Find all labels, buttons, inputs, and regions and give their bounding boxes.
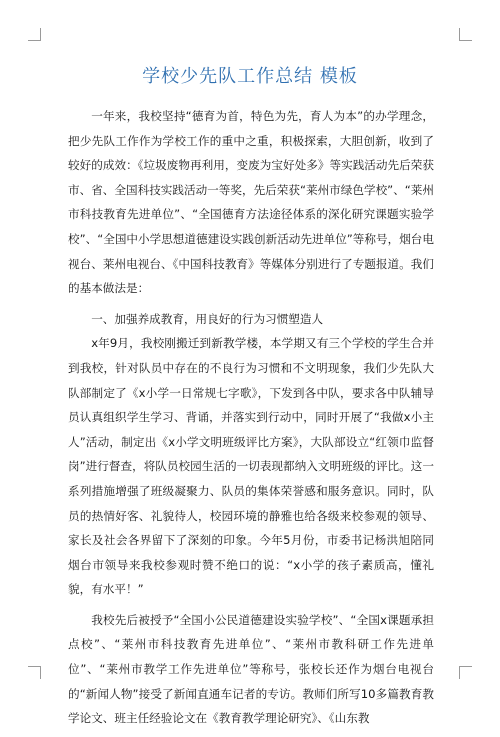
page-corner-mark-top-left	[28, 28, 41, 41]
document-title: 学校少先队工作总结 模板	[142, 66, 358, 87]
document-body	[68, 104, 434, 737]
body-paragraph: x年9月，我校刚搬迁到新教学楼，本学期又有三个学校的学生合并到我校，针对队员中存在的不良行为习惯和不文明现象，我们少先队大队部制定了《x小学一日常规七字歌》，下发到各中队，要求各中队辅导员认真组织学生学习、背诵，并落实到行动中，同时开展了“我做x小主人”活动，制定出《x小学文明班级评比方案》，大队部设立“红领巾监督岗”进行督查，将队员校园生活的一切表现都纳入文明班级的评比。这一系列措施增强了班级凝聚力、队员的集体荣誉感和服务意识。同时，队员的热情好客、礼貌待人，校园环境的静雅也给各级来校参观的领导、家长及社会各界留下了深刻的印象。今年5月份，市委书记杨洪旭陪同烟台市领导来我校参观时赞不绝口的说：“x小学的孩子素质高，懂礼貌，有水平！”	[68, 336, 434, 597]
body-paragraph: 我校先后被授予“全国小公民道德建设实验学校”、“全国x课题承担点校”、“莱州市科技教育先进单位”、“莱州市教科研工作先进单位”、“莱州市教学工作先进单位”等称号，张校长还作为烟台电视台的“新闻人物”接受了新闻直通车记者的专访。教师们所写10多篇教育教学论文、班主任经验论文在《教育教学理论研究》、《山东教	[68, 612, 434, 726]
intro-paragraph: 一年来，我校坚持“德育为首，特色为先，育人为本”的办学理念，把少先队工作作为学校工作的重中之重，积极探索，大胆创新，收到了较好的成效：《垃圾废物再利用，变废为宝好处多》等实践活动先后荣获市、省、全国科技实践活动一等奖，先后荣获“莱州市绿色学校”、“莱州市科技教育先进单位”、“全国德育方法途径体系的深化研究课题实验学校”、“全国中小学思想道德建设实践创新活动先进单位”等称号，烟台电视台、莱州电视台、《中国科技教育》等媒体分别进行了专题报道。我们的基本做法是：	[68, 109, 434, 296]
page-corner-mark-bottom-right	[459, 666, 472, 679]
section-heading: 一、加强养成教育，用良好的行为习惯塑造人	[91, 311, 324, 326]
page-corner-mark-top-right	[459, 28, 472, 41]
page-corner-mark-bottom-left	[28, 666, 41, 679]
